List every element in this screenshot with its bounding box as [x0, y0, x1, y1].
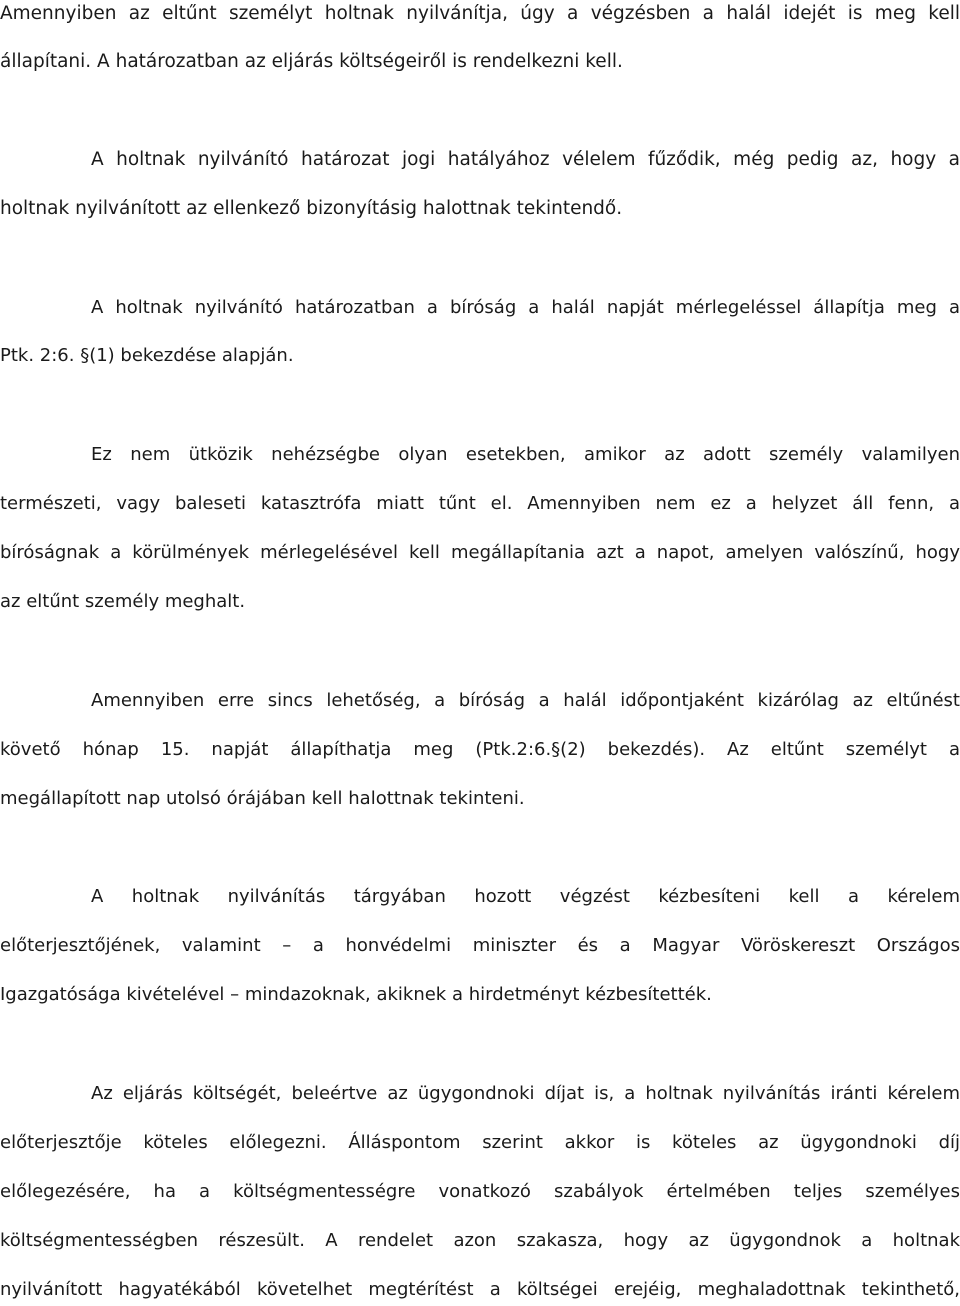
paragraph-6-line-1: A holtnak nyilvánítás tárgyában hozott végzést kézbesíteni kell a kérelem: [91, 886, 960, 907]
paragraph-7-line-4: költségmentességben részesült. A rendelet azon szakasza, hogy az ügygondnok a holtnak: [0, 1230, 960, 1251]
paragraph-7-line-3: előlegezésére, ha a költségmentességre vonatkozó szabályok értelmében teljes személyes: [0, 1181, 960, 1202]
paragraph-7-line-1: Az eljárás költségét, beleértve az ügygondnoki díjat is, a holtnak nyilvánítás iránti kérelem: [91, 1083, 960, 1104]
paragraph-5-line-3: megállapított nap utolsó órájában kell halottnak tekinteni.: [0, 788, 525, 809]
paragraph-5-line-2: követő hónap 15. napját állapíthatja meg (Ptk.2:6.§(2) bekezdés). Az eltűnt személyt a: [0, 739, 960, 760]
paragraph-1-line-1: Amennyiben az eltűnt személyt holtnak nyilvánítja, úgy a végzésben a halál idejét is meg kell: [0, 3, 960, 24]
paragraph-6-line-2: előterjesztőjének, valamint – a honvédelmi miniszter és a Magyar Vöröskereszt Országos: [0, 935, 960, 956]
paragraph-2-line-2: holtnak nyilvánított az ellenkező bizonyításig halottnak tekintendő.: [0, 198, 623, 219]
paragraph-5-line-1: Amennyiben erre sincs lehetőség, a bíróság a halál időpontjaként kizárólag az eltűnést: [91, 690, 960, 711]
paragraph-1-line-2: állapítani. A határozatban az eljárás költségeiről is rendelkezni kell.: [0, 51, 623, 72]
paragraph-3-line-2: Ptk. 2:6. §(1) bekezdése alapján.: [0, 345, 294, 366]
paragraph-4-line-1: Ez nem ütközik nehézségbe olyan esetekben, amikor az adott személy valamilyen: [91, 444, 960, 465]
paragraph-7-line-2: előterjesztője köteles előlegezni. Álláspontom szerint akkor is köteles az ügygondnoki díj: [0, 1132, 960, 1153]
paragraph-6-line-3: Igazgatósága kivételével – mindazoknak, akiknek a hirdetményt kézbesítették.: [0, 984, 712, 1005]
paragraph-4-line-3: bíróságnak a körülmények mérlegelésével kell megállapítania azt a napot, amelyen valószínű, hogy: [0, 542, 960, 563]
paragraph-4-line-2: természeti, vagy baleseti katasztrófa miatt tűnt el. Amennyiben nem ez a helyzet áll fenn, a: [0, 493, 960, 514]
paragraph-2-line-1: A holtnak nyilvánító határozat jogi hatályához vélelem fűződik, még pedig az, hogy a: [91, 149, 960, 170]
paragraph-7-line-5: nyilvánított hagyatékából követelhet megtérítést a költségei erejéig, meghaladottnak tekinthető,: [0, 1279, 960, 1300]
paragraph-3-line-1: A holtnak nyilvánító határozatban a bíróság a halál napját mérlegeléssel állapítja meg a: [91, 297, 960, 318]
paragraph-4-line-4: az eltűnt személy meghalt.: [0, 591, 246, 612]
